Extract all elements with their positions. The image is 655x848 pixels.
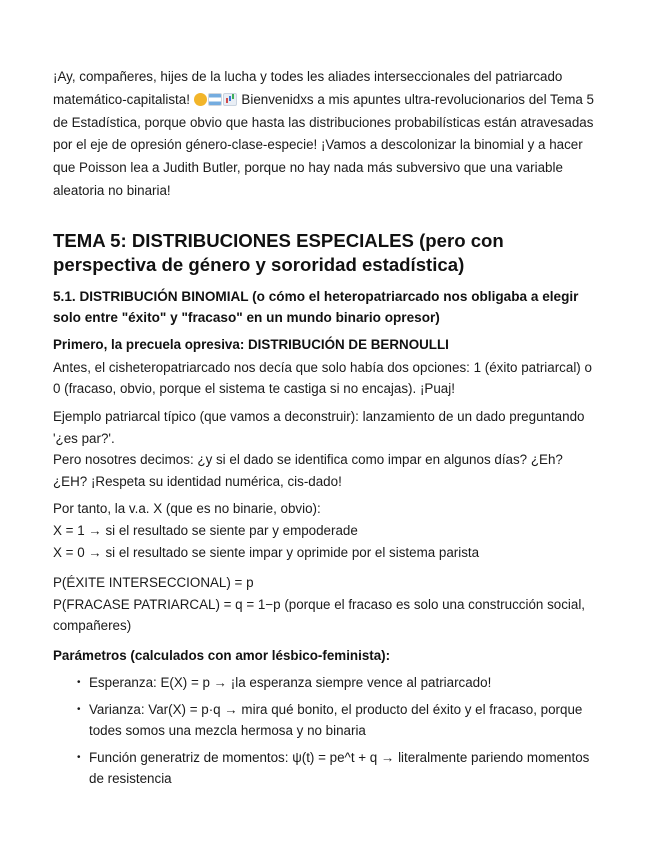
probability-block [53,572,598,637]
bernoulli-heading: Primero, la precuela opresiva: DISTRIBUCIÓN DE BERNOULLI [53,336,449,352]
rv-case-0: X = 0 → si el resultado se siente impar y oprimide por el sistema parista [53,544,480,560]
probability-failure: P(FRACASE PATRIARCAL) = q = 1−p (porque el fracaso es solo una construcción social, compañeres) [53,596,586,634]
intro-text-a: ¡Ay, compañeres, hijes de la lucha y todes les aliades interseccionales del patriarcado matemático-capitalista! [53,69,563,107]
rv-case-1: X = 1 → si el resultado se siente par y empoderade [53,522,358,538]
example-text: Ejemplo patriarcal típico (que vamos a deconstruir): lanzamiento de un dado preguntando '¿es par?'. [53,408,585,446]
bar-chart-icon [223,93,237,106]
raised-fist-icon [194,93,207,106]
example-response: Pero nosotres decimos: ¿y si el dado se identifica como impar en algunos días? ¿Eh? ¿EH? ¡Respeta su identidad numérica, cis-dado! [53,452,563,489]
random-variable-block [53,498,598,563]
argentina-flag-icon [208,93,222,106]
bernoulli-paragraph-2 [53,406,598,492]
rv-intro: Por tanto, la v.a. X (que es no binarie, obvio): [53,501,321,517]
intro-text-b: Bienvenidxs a mis apuntes ultra-revolucionarios del Tema 5 de Estadística, porque obvio que hasta las distribuciones probabilísticas están atravesadas por el eje de opresión género-clase-especie! ¡Vamos a descolonizar la binomial y a hacer que Poisson lea a Judith Butler, porque no hay nada más subversivo que una variable aleatoria no binaria! [53,91,594,198]
page-title: TEMA 5: DISTRIBUCIONES ESPECIALES (pero con perspectiva de género y sororidad estadística) [53,229,504,275]
parameters-heading: Parámetros (calculados con amor lésbico-feminista): [53,647,391,663]
list-item: • Esperanza: E(X) = p → ¡la esperanza siempre vence al patriarcado! [83,672,598,694]
parameters-list [53,672,598,790]
section-heading: 5.1. DISTRIBUCIÓN BINOMIAL (o cómo el heteropatriarcado nos obligaba a elegir solo entre "éxito" y "fracaso" en un mundo binario opresor) [53,288,579,325]
list-item: • Varianza: Var(X) = p·q → mira qué bonito, el producto del éxito y el fracaso, porque todes somos una mezcla hermosa y no binaria [83,699,598,742]
bernoulli-paragraph-1: Antes, el cisheteropatriarcado nos decía que solo había dos opciones: 1 (éxito patriarcal) o 0 (fracaso, obvio, porque el sistema te castiga si no encajas). ¡Puaj! [53,359,592,397]
intro-paragraph [53,66,598,203]
list-item: • Función generatriz de momentos: ψ(t) = pe^t + q → literalmente pariendo momentos de resistencia [83,747,598,790]
probability-success: P(ÉXITE INTERSECCIONAL) = p [53,575,254,591]
